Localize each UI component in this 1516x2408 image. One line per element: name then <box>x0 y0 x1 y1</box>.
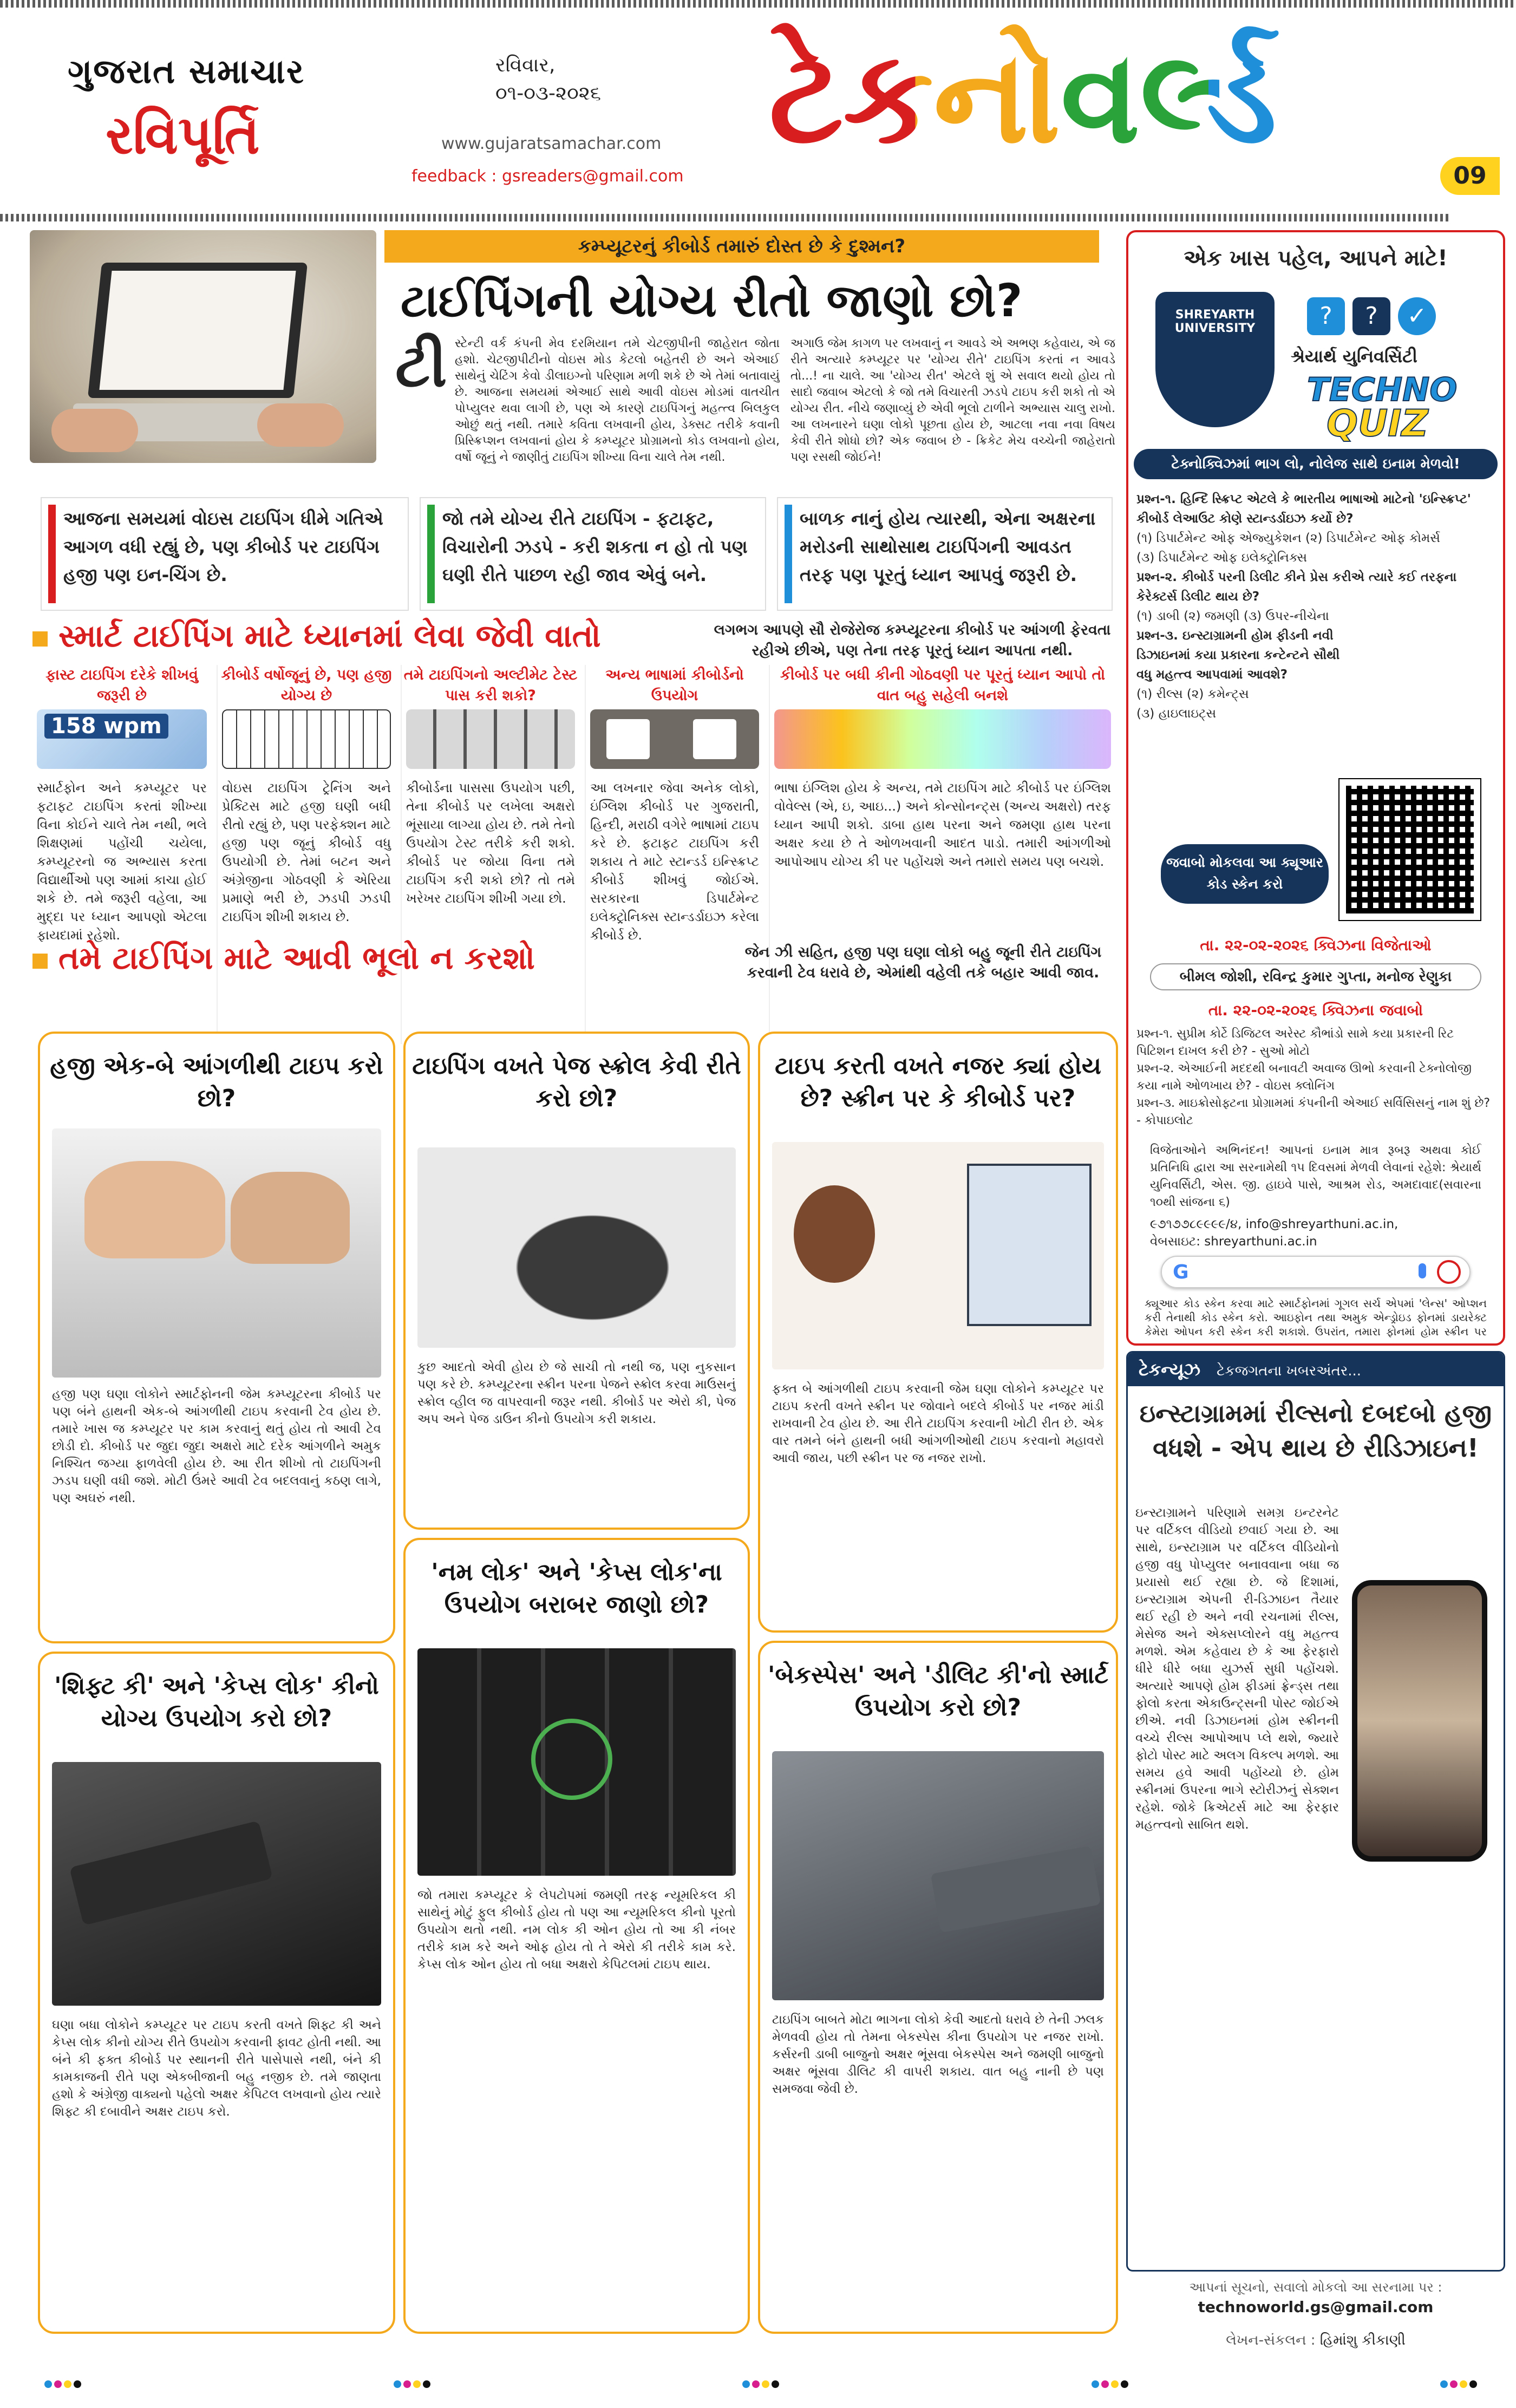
quiz-question: પ્રશ્ન-૧. હિન્દિ સ્ક્રિપ્ટ એટલે કે ભારતીય ભાષાઓ માટેનો 'ઇન્સ્ક્રિપ્ટ' કીબોર્ડ લેઆઉટ કોણે સ્ટાન્ડર્ડાઇઝ કર્યો છે? <box>1136 492 1471 526</box>
card-shift-key-image <box>52 1762 381 2006</box>
quiz-questions <box>1136 490 1495 723</box>
lead-column-2: અગાઉ જેમ કાગળ પર લખવાનું ન આવડે એ અભણ કહેવાય, એ જ રીતે અત્યારે કમ્પ્યૂટર પર 'યોગ્ય રીતે' ટાઇપિંગ કરતાં ન આવડે તો...! ના ચાલે. આ 'યોગ્ય રીત' એટલે શું એ સવાલ થયો હોય તો સાદો જવાબ એટલો કે જો તમે વિચારતી ઝડપે ટાઇપ કરી શકો તો એ યોગ્ય રીત. નીચે જણાવ્યું છે એવી ભૂલો ટાળીને અભ્યાસ ચાલુ રાખો. આ લખનારને ઘણા લોકો પૂછતા હોય છે, આટલા નવા નવા વિષય કેવી રીતે શોધો છો? એક જવાબ છે - ક્રિકેટ મેચ વચ્ચેની જાહેરાતો પણ રસથી જોઈને! <box>790 337 1115 464</box>
callout-text: જો તમે યોગ્ય રીતે ટાઇપિંગ - ફટાફટ, વિચારોની ઝડપે - કરી શકતા ન હો તો પણ ઘણી રીતે પાછળ રહી જાવ એવું બને. <box>442 508 748 585</box>
reader-contact <box>1126 2280 1505 2349</box>
tip-ultimate-test <box>401 665 579 1044</box>
card-title: 'શિફ્ટ કી' અને 'કેપ્સ લોક' કીનો યોગ્ય ઉપયોગ કરો છો? <box>54 1672 379 1732</box>
supplement-name: રવિપૂર્તિ <box>106 104 260 166</box>
tip-keyboard-image <box>37 709 207 769</box>
answer-item: પ્રશ્ન-૧. સુપ્રીમ કોર્ટે ડિજિટલ અરેસ્ટ કૌભાંડો સામે કયા પ્રકારની રિટ પિટિશન દાખલ કરી છે? - સુઓ મોટો <box>1136 1027 1454 1058</box>
card-title: ટાઇપ કરતી વખતે નજર ક્યાં હોય છે? સ્ક્રીન પર કે કીબોર્ડ પર? <box>775 1052 1101 1112</box>
card-text: જો તમારા કમ્પ્યૂટર કે લેપટોપમાં જમણી તરફ ન્યૂમરિકલ કી સાથેનું મોટું ફુલ કીબોર્ડ હોય તો પણ આ ન્યૂમરિકલ કીનો પૂરતો ઉપયોગ થતો નથી. નમ લોક કી ઓન હોય તો આ કી નંબર તરીકે કામ કરે અને ઓફ હોય તો તે એરો કી તરીકે કામ કરે. કેપ્સ લોક ઓન હોય તો બધા અક્ષરો કેપિટલમાં ટાઇપ થાય. <box>417 1888 736 1972</box>
lens-icon[interactable] <box>1437 1260 1461 1284</box>
paper-logo: ગુજરાત સમાચાર <box>68 51 305 91</box>
quiz-ad-title: એક ખાસ પહેલ, આપને માટે! <box>1184 246 1448 271</box>
card-typing-hands-image <box>52 1128 381 1378</box>
smart-title-text: સ્માર્ટ ટાઈપિંગ માટે ધ્યાનમાં લેવા જેવી વાતો <box>58 617 601 654</box>
tip-body: ભાષા ઇંગ્લિશ હોય કે અન્ય, તમે ટાઇપિંગ માટે કીબોર્ડ પર ઇંગ્લિશ વોવેલ્સ (એ, ઇ, આઇ...) અને કોન્સોનન્ટ્સ (અન્ય અક્ષરો) તરફ ધ્યાન આપી શકો. ડાબા હાથ પરના અને જમણા હાથ પરના અક્ષર કયા છે તે ઓળખવાની આદત પાડો. તમારી આંગળીઓ આપોઆપ યોગ્ય કી પર પહોંચશે અને તમારો સમય પણ બચશે. <box>774 780 1111 869</box>
news-headline: ઇન્સ્ટાગ્રામમાં રીલ્સનો દબદબો હજી વધશે - એપ થાય છે રીડિઝાઇન! <box>1139 1399 1492 1463</box>
card-text: ટાઇપિંગ બાબતે મોટા ભાગના લોકો કેવી આદતો ધરાવે છે તેની ઝલક મેળવવી હોય તો તેમના બેકસ્પેસ કીના ઉપયોગ પર નજર રાખો. કર્સરની ડાબી બાજુનો અક્ષર ભૂંસવા બેકસ્પેસ અને જમણી બાજુનો અક્ષર ભૂંસવા ડીલિટ કી વાપરી શકાય. વાત બહુ નાની છે પણ સમજવા જેવી છે. <box>772 2013 1104 2096</box>
card-finger-typing <box>38 1032 395 1643</box>
author-credit <box>1126 2332 1505 2349</box>
news-text <box>1135 1504 1496 2262</box>
tip-body: કીબોર્ડના પાસસા ઉપયોગ પછી, તેના કીબોર્ડ પર લખેલા અક્ષરો ભૂંસાયા લાગ્યા હોય છે. તમે તેનો ઉપયોગ ટેસ્ટ તરીકે કરી શકો. કીબોર્ડ પર જોયા વિના તમે ટાઇપિંગ કરી શકો છો? તો તમે ખરેખર ટાઇપિંગ શીખી ગયા છો. <box>406 780 575 906</box>
contact-phone: ૯૭૧૭૭૮૯૯૯૯/૪, <box>1150 1217 1242 1231</box>
feedback-email[interactable]: gsreaders@gmail.com <box>502 167 684 186</box>
tip-body: વોઇસ ટાઇપિંગ ટ્રેનિંગ અને પ્રેક્ટિસ માટે હજી ઘણી બધી રીતો રહ્યું છે, પણ પરફેક્શન માટે હજી પણ જૂનું કીબોર્ડ વધુ ઉપયોગી છે. તેમાં બટન અને અંગ્રેજીના ગોઠવણી કે એરિયા પ્રમાણે ભરી છે, ઝડપી ઝડપી ટાઇપિંગ શીખી શકાય છે. <box>222 780 391 924</box>
answers-list <box>1136 1026 1495 1130</box>
tip-keyboard-diagram <box>222 709 391 769</box>
quiz-option: (૩) હાઇલાઇટ્સ <box>1136 707 1217 721</box>
lead-column-1: સ્ટેન્ટી વર્ક કંપની મેવ દરમિયાન તમે ચેટજીપીની જાહેરાત જોતા હશો. ચેટજીપીટીનો વોઇસ મોડ કેટલો બહેતરી છે અને એઆઈ સાથેનું ચેટિંગ કેવો ડીલાઇગ્નો પરિણામ મળી શકે છે એ તેમાં બતાવાયું છે. આજના સમયમાં એઆઈ સાથે આવી વોઇસ મોડમાં વાતચીત પોપ્યુલર થવા લાગી છે, પણ એ કારણે ટાઇપિંગનું મહત્ત્વ બિલકુલ ઓછું થતું નથી. તમારે કવિતા લખવાની હોય, ડેક્સટ તરીકે કવાની પ્રિસ્ક્રિપ્શન લખવાનાં હોય કે કમ્પ્યૂટર પ્રોગ્રામનો કોડ લખવાનો હોય, વર્ષો જૂનું ને જાણીતું ટાઇપિંગ શીખ્યા વિના ચાલે તેમ નથી. <box>455 337 780 464</box>
card-shift-caps <box>38 1652 395 2334</box>
quiz-option: (૧) ડિપાર્ટમેન્ટ ઓફ એજ્યુકેશન (૨) ડિપાર્ટમેન્ટ ઓફ કોમર્સ <box>1136 531 1440 545</box>
news-body: ઇન્સ્ટાગ્રામને પરિણામે સમગ્ર ઇન્ટરનેટ પર વર્ટિકલ વીડિયો છવાઈ ગયા છે. આ સાથે, ઇન્સ્ટાગ્રામ પર વર્ટિકલ વીડિયોનો હજી વધુ પોપ્યુલર બનાવવાના બધા જ પ્રયાસો થઈ રહ્યા છે. જે દિશામાં, ઇન્સ્ટાગ્રામ એપની રી-ડિઝાઇન તૈયાર થઈ રહી છે અને નવી રચનામાં રીલ્સ, મેસેજ અને એક્સપ્લોરને વધુ મહત્ત્વ મળશે. એમ કહેવાય છે કે આ ફેરફારો ધીરે ધીરે બધા યુઝર્સ સુધી પહોંચશે. અત્યારે આપણે હોમ ફીડમાં ફ્રેન્ડ્સ તથા ફોલો કરતા એકાઉન્ટ્સની પોસ્ટ જોઈએ છીએ. નવી ડિઝાઇનમાં હોમ સ્ક્રીનની વચ્ચે રીલ્સ આપોઆપ પ્લે થશે, જ્યારે ફોટો પોસ્ટ માટે અલગ વિકલ્પ મળશે. આ સમય હવે આવી પહોંચ્યો છે. હોમ સ્ક્રીનમાં ઉપરના ભાગે સ્ટોરીઝનું સેક્શન રહેશે. જોકે ક્રિએટર્સ માટે આ ફેરફાર મહત્ત્વનો સાબિત થશે. <box>1135 1506 1339 1832</box>
quiz-word: QUIZ <box>1327 402 1428 445</box>
feedback-label: feedback : <box>411 167 497 186</box>
techno-word: TECHNO <box>1307 371 1458 409</box>
tip-body: સ્માર્ટફોન અને કમ્પ્યૂટર પર ફટાફટ ટાઇપિંગ કરતાં શીખ્યા વિના કોઈને ચાલે તેમ નથી, ભલે શિક્ષણમાં પહોંચી ચયેલા, કમ્પ્યૂટરનો જ અભ્યાસ કરતા વિદ્યાર્થીઓ પણ આમાં કાચા હોઈ શકે છે. તમે જરૂરી વહેલા, આ મુદ્દા પર ધ્યાન આપણો એટલા ફાયદામાં રહેશો. <box>37 780 207 943</box>
card-title: 'નમ લોક' અને 'કેપ્સ લોક'ના ઉપયોગ બરાબર જાણો છો? <box>431 1558 722 1619</box>
tip-keyboard-old <box>217 665 395 1044</box>
callout-text: આજના સમયમાં વોઇસ ટાઇપિંગ ધીમે ગતિએ આગળ વધી રહ્યું છે, પણ કીબોર્ડ પર ટાઇપિંગ હજી પણ ઇન-ચિંગ છે. <box>63 508 383 585</box>
techno-quiz-logo <box>1307 371 1458 445</box>
quiz-option: (૧) ડાબી (૨) જમણી (૩) ઉપર-નીચેના <box>1136 609 1329 623</box>
website-link[interactable]: www.gujaratsamachar.com <box>441 134 662 153</box>
tip-heading: કીબોર્ડ પર બધી કીની ગોઠવણી પર પૂરતું ધ્યાન આપો તો વાત બહુ સહેલી બનશે <box>780 667 1106 704</box>
tip-fast-typing <box>32 665 211 1044</box>
card-text: ઘણા બધા લોકોને કમ્પ્યૂટર પર ટાઇપ કરતી વખતે શિફ્ટ કી અને કેપ્સ લોક કીનો યોગ્ય રીતે ઉપયોગ કરવાની ફાવટ હોતી નથી. આ બંને કી ફક્ત કીબોર્ડ પર સ્થાનની રીતે પાસેપાસે નથી, બંને કી કામકાજની રીતે પણ એકબીજાની બહુ નજીક છે. તમે જાણતા હશો કે અંગ્રેજી વાક્યનો પહેલો અક્ષર કેપિટલ લખવાનો હોય ત્યારે શિફ્ટ કી દબાવીને અક્ષર ટાઇપ કરો. <box>52 2018 381 2119</box>
card-title: ટાઇપિંગ વખતે પેજ સ્ક્રોલ કેવી રીતે કરો છો? <box>412 1052 741 1112</box>
mistakes-intro: જેન ઝી સહિત, હજી પણ ઘણા લોકો બહુ જૂની રીતે ટાઇપિંગ કરવાની ટેવ ધરાવે છે, એમાંથી વહેલી તકે બહાર આવી જાવ. <box>744 944 1102 981</box>
card-text: ફક્ત બે આંગળીથી ટાઇપ કરવાની જેમ ઘણા લોકોને કમ્પ્યૂટર પર ટાઇપ કરતી વખતે સ્ક્રીન પર જોવાને બદલે કીબોર્ડ પર નજર માંડી રાખવાની ટેવ હોય છે. આ રીતે ટાઇપિંગ કરવાની ખોટી રીત છે. એક વાર તમને બંને હાથની બધી આંગળીઓથી ટાઇપ કરવાનો મહાવરો આવી જાય, પછી સ્ક્રીન પર જ નજર રાખો. <box>772 1382 1104 1465</box>
card-text: હજી પણ ઘણા લોકોને સ્માર્ટફોનની જેમ કમ્પ્યૂટરના કીબોર્ડ પર પણ બંને હાથની એક-બે આંગળીથી ટાઇપ કરવાની ટેવ હોય છે. તમારે ખાસ જ કમ્પ્યૂટર પર કામ કરવાનું થતું હોય તો આવી ટેવ છોડી દો. કીબોર્ડ પર જુદા જુદા અક્ષરો માટે દરેક આંગળીને અમુક નિશ્ચિત જગ્યા ફાળવેલી હોય છે. આ રીત શીખો તો ટાઇપિંગની ઝડપ ઘણી વધી જશે. મોટી ઉંમરે આવી ટેવ બદલવાનું કઠણ લાગે, પણ અઘરું નથી. <box>52 1387 381 1505</box>
card-title: હજી એક-બે આંગળીથી ટાઇપ કરો છો? <box>50 1052 383 1112</box>
tip-other-languages <box>585 665 763 1044</box>
tip-heading: તમે ટાઇપિંગનો અલ્ટીમેટ ટેસ્ટ પાસ કરી શકો? <box>403 667 578 704</box>
issue-date: ૦૧-૦૩-૨૦૨૬ <box>495 82 602 105</box>
page-number-badge: 09 <box>1440 157 1500 195</box>
technews-sub: ટેકજગતના ખબરઅંતર... <box>1217 1363 1362 1379</box>
google-search-bar[interactable] <box>1161 1256 1471 1288</box>
card-num-caps-lock <box>403 1538 750 2334</box>
lead-drop-cap: ટી <box>395 331 447 400</box>
university-name: શ્રેયાર્થ યુનિવર્સિટી <box>1291 346 1417 367</box>
contact-line <box>1150 1216 1492 1250</box>
tip-key-layout <box>769 665 1115 1044</box>
author-label: લેખન-સંકલન : <box>1226 2332 1316 2348</box>
card-screen-gaze-image <box>772 1142 1104 1369</box>
lead-kicker: કમ્પ્યૂટરનું કીબોર્ડ તમારું દોસ્ત છે કે દુશ્મન? <box>384 230 1099 263</box>
card-page-scroll <box>403 1032 750 1530</box>
answer-item: પ્રશ્ન-૨. એઆઈની મદદથી બનાવટી અવાજ ઊભો કરવાની ટેક્નોલોજી કયા નામે ઓળખાય છે? - વોઇસ ક્લોનિંગ <box>1136 1062 1472 1093</box>
section-title: ટેકનોવર્લ્ડ <box>769 22 1435 173</box>
quiz-icons: ? ? ✓ <box>1307 297 1436 335</box>
tip-blank-keys-image <box>406 709 575 769</box>
tip-heading: અન્ય ભાષામાં કીબોર્ડનો ઉપયોગ <box>605 667 744 704</box>
tip-body: આ લખનાર જેવા અનેક લોકો, ઇંગ્લિશ કીબોર્ડ પર ગુજરાતી, હિન્દી, મરાઠી વગેરે ભાષામાં ટાઇપ કરે છે. ફટાફટ ટાઇપિંગ કરી શકાય તે માટે સ્ટાન્ડર્ડ ઇન્સ્ક્રિપ્ટ કીબોર્ડ શીખવું જોઈએ. સરકારના ડિપાર્ટમેન્ટ ઇલેક્ટ્રોનિક્સ સ્ટાન્ડર્ડાઇઝ કરેલા કીબોર્ડ છે. <box>590 780 759 943</box>
tip-heading: ફાસ્ટ ટાઇપિંગ દરેકે શીખવું જરૂરી છે <box>45 667 198 704</box>
contact-website[interactable]: વેબસાઇટ: shreyarthuni.ac.in <box>1150 1235 1317 1249</box>
smart-section-title <box>32 617 601 655</box>
quiz-panel <box>1126 230 1505 1346</box>
tip-color-keyboard-image <box>774 709 1111 769</box>
card-numlock-key-image <box>417 1648 736 1876</box>
callout-text: બાળક નાનું હોય ત્યારથી, એના અક્ષરના મરોડની સાથોસાથ ટાઇપિંગની આવડત તરફ પણ પૂરતું ધ્યાન આપવું જરૂરી છે. <box>800 508 1096 585</box>
lead-headline: ટાઈપિંગની યોગ્ય રીતો જાણો છો? <box>401 274 1023 327</box>
callout-voice <box>41 497 409 611</box>
winners-contact: વિજેતાઓને અભિનંદન! આપનાં ઇનામ માત્ર રૂબરૂ અથવા કોઈ પ્રતિનિધિ દ્વારા આ સરનામેથી ૧૫ દિવસમાં મેળવી લેવાનાં રહેશે: શ્રેયાર્થ યુનિવર્સિટી, એસ. જી. હાઇવે પાસે, આશ્રમ રોડ, અમદાવાદ(સવારના ૧૦થી સાંજના ૬) <box>1150 1144 1481 1209</box>
feedback-line[interactable] <box>411 167 684 186</box>
winners-heading: તા. ૨૨-૦૨-૨૦૨૬ ક્વિઝના વિજેતાઓ <box>1200 936 1432 954</box>
technews-label: ટેકન્યૂઝ <box>1139 1359 1200 1380</box>
issue-day: રવિવાર, <box>495 54 556 76</box>
print-registration-marks <box>43 2380 1478 2390</box>
qr-caption: જવાબો મોકલવા આ ક્યૂઆર કોડ સ્કેન કરો <box>1161 844 1329 904</box>
quiz-qr-code[interactable] <box>1339 779 1480 920</box>
quiz-option: (૩) ડિપાર્ટમેન્ટ ઓફ ઇલેક્ટ્રોનિક્સ <box>1136 551 1308 565</box>
answer-item: પ્રશ્ન-૩. માઇક્રોસોફ્ટના પ્રોગ્રામમાં કંપનીની એઆઈ સર્વિસિસનું નામ શું છે? - કોપાઇલોટ <box>1136 1097 1491 1127</box>
author-name: હિમાંશુ કીકાણી <box>1319 2332 1406 2348</box>
technews-header <box>1128 1353 1504 1386</box>
card-eye-focus <box>758 1032 1118 1633</box>
winners-names: બીમલ જોશી, રવિન્દ્ર કુમાર ગુપ્તા, મનોજ રેણુકા <box>1150 963 1481 990</box>
answers-heading: તા. ૨૨-૦૨-૨૦૨૬ ક્વિઝના જવાબો <box>1208 1001 1423 1019</box>
reader-email[interactable]: technoworld.gs@gmail.com <box>1198 2298 1434 2316</box>
google-g-icon: G <box>1173 1261 1189 1283</box>
callout-children <box>777 497 1113 611</box>
quiz-option: (૧) રીલ્સ (૨) કમેન્ટ્સ <box>1136 687 1249 701</box>
quiz-question: પ્રશ્ન-૩. ઇન્સ્ટાગ્રામની હોમ ફીડની નવી ડિઝાઇનમાં કયા પ્રકારના કન્ટેન્ટને સૌથી વધુ મહત્ત્વ આપવામાં આવશે? <box>1136 629 1340 682</box>
tip-heading: કીબોર્ડ વર્ષોજૂનું છે, પણ હજી યોગ્ય છે <box>221 667 392 704</box>
smart-intro: લગભગ આપણે સૌ રોજેરોજ કમ્પ્યૂટરના કીબોર્ડ પર આંગળી ફેરવતા રહીએ છીએ, પણ તેના તરફ પૂરતું ધ્યાન આપતા નથી. <box>714 622 1111 659</box>
mistakes-title-text: તમે ટાઈપિંગ માટે આવી ભૂલો ન કરશો <box>58 939 535 976</box>
quiz-banner: ટેક્નોક્વિઝમાં ભાગ લો, નોલેજ સાથે ઇનામ મેળવો! <box>1134 449 1498 479</box>
reader-label: આપનાં સૂચનો, સવાલો મોકલો આ સરનામા પર : <box>1189 2280 1442 2295</box>
tip-language-keys-image <box>590 709 759 769</box>
callout-speed <box>420 497 766 611</box>
university-logo: SHREYARTH UNIVERSITY <box>1155 292 1275 427</box>
card-backspace-delete <box>758 1641 1118 2334</box>
card-mouse-image <box>417 1147 736 1348</box>
card-text: કુછ આદતો એવી હોય છે જે સાચી તો નથી જ, પણ નુકસાન પણ કરે છે. કમ્પ્યૂટરના સ્ક્રીન પરના પેજને સ્ક્રોલ કરવા માઉસનું સ્ક્રોલ વ્હીલ જ વાપરવાની જરૂર નથી. કીબોર્ડ પર એરો કી, પેજ અપ અને પેજ ડાઉન કીનો ઉપયોગ કરી શકાય. <box>417 1360 736 1426</box>
card-backspace-key-image <box>772 1751 1104 2000</box>
wpm-label: 158 wpm <box>44 714 168 739</box>
quiz-question: પ્રશ્ન-૨. કીબોર્ડ પરની ડિલીટ કીને પ્રેસ કરીએ ત્યારે કઈ તરફના કેરેક્ટર્સ ડિલીટ થાય છે? <box>1136 570 1457 604</box>
mistakes-section-title <box>32 939 535 977</box>
lead-image <box>30 230 376 463</box>
contact-email[interactable]: info@shreyarthuni.ac.in, <box>1245 1217 1399 1231</box>
mic-icon[interactable] <box>1419 1263 1426 1278</box>
card-title: 'બેકસ્પેસ' અને 'ડીલિટ કી'નો સ્માર્ટ ઉપયોગ કરો છો? <box>768 1661 1108 1721</box>
technews-panel <box>1126 1351 1505 2272</box>
lens-instruction: ક્યૂઆર કોડ સ્કેન કરવા માટે સ્માર્ટફોનમાં ગૂગલ સર્ચ એપમાં 'લેન્સ' ઓપ્શન કરી તેનાથી કોડ સ્કેન કરો. આઇફોન તથા અમુક એન્ડ્રોઇડ ફોનમાં ડાયરેક્ટ કેમેરા ઓપન કરી સ્કેન કરી શકાશે. ઉપરાંત, તમારા ફોનમાં હોમ સ્ક્રીન પર <box>1145 1297 1487 1338</box>
